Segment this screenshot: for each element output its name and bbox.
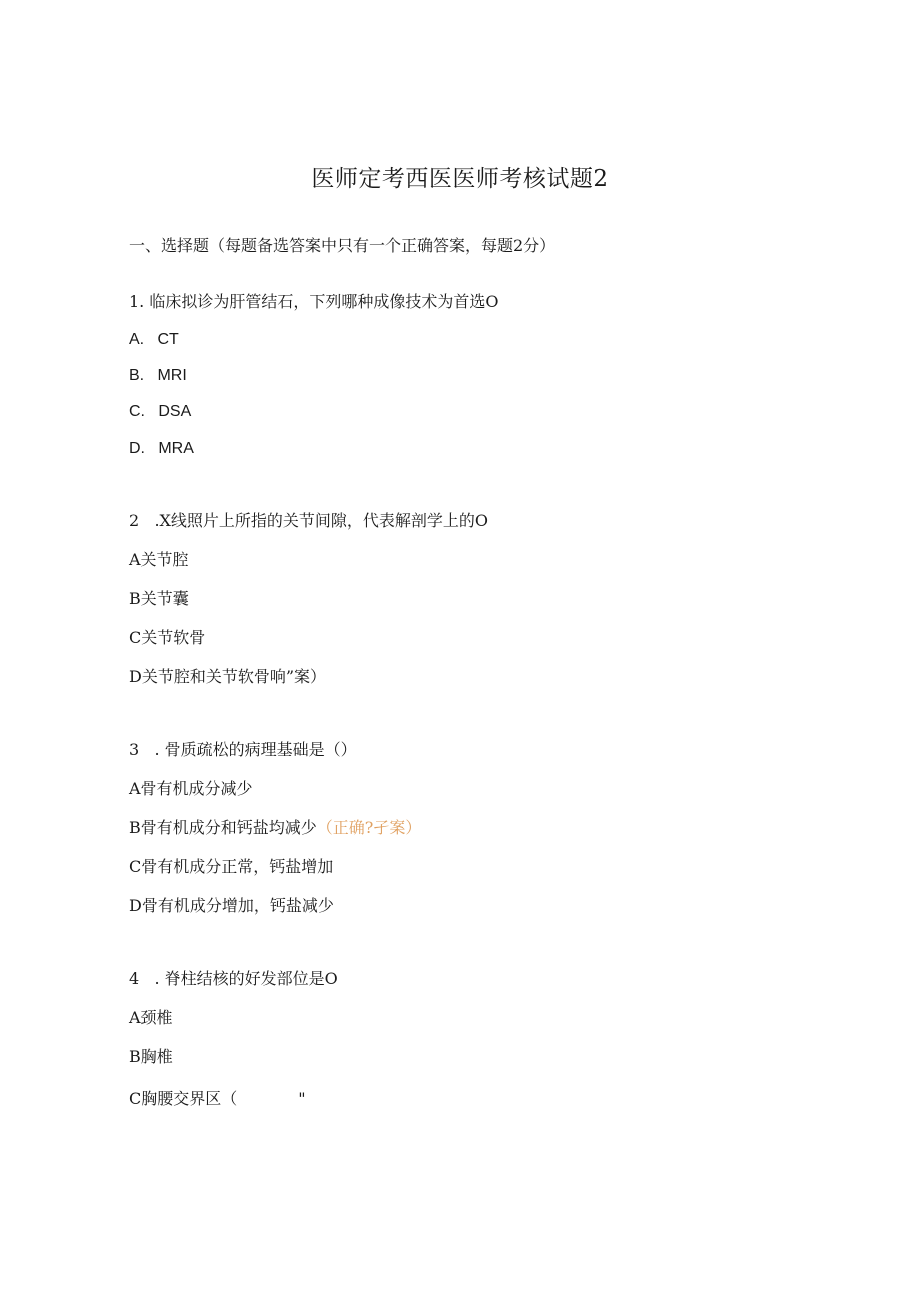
question-2-option-a: A关节腔 [129, 550, 189, 569]
question-3-option-b [129, 818, 421, 838]
question-2-option-b: B关节囊 [129, 589, 189, 608]
question-4-option-c: C胸腰交界区（ " [129, 1089, 306, 1108]
answer-hint: （正确?孑案） [316, 818, 422, 837]
document-title: 医师定考西医医师考核试题2 [311, 166, 609, 192]
question-3-stem: 3 . 骨质疏松的病理基础是（） [129, 740, 357, 759]
question-1-stem: 1. 临床拟诊为肝管结石，下列哪种成像技术为首选O [129, 292, 499, 311]
question-2-option-d: D关节腔和关节软骨响”案） [129, 667, 327, 686]
question-1-option-d: D. MRA [129, 440, 194, 457]
question-3-option-d: D骨有机成分增加，钙盐减少 [129, 896, 334, 915]
question-1-option-a: A. CT [129, 331, 179, 348]
question-4-option-a: A颈椎 [129, 1008, 173, 1027]
question-4-option-b: B胸椎 [129, 1047, 173, 1066]
question-3-option-b-text: B骨有机成分和钙盐均减少 [129, 818, 317, 837]
question-1-option-b: B. MRI [129, 367, 187, 384]
question-2-option-c: C关节软骨 [129, 628, 206, 647]
question-3-option-a: A骨有机成分减少 [129, 779, 253, 798]
section-header: 一、选择题（每题备选答案中只有一个正确答案，每题2分） [129, 236, 556, 255]
question-3-option-c: C骨有机成分正常，钙盐增加 [129, 857, 334, 876]
question-4-stem: 4 . 脊柱结核的好发部位是O [129, 969, 338, 988]
question-2-stem: 2 .X线照片上所指的关节间隙，代表解剖学上的O [129, 511, 489, 530]
question-1-option-c: C. DSA [129, 403, 192, 420]
